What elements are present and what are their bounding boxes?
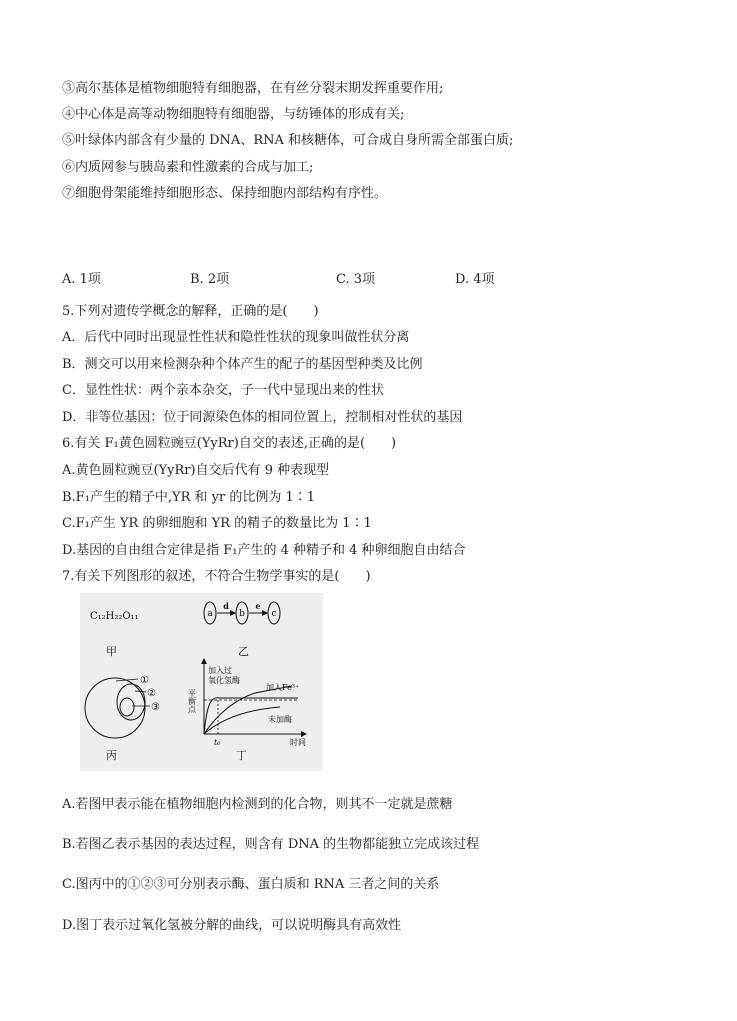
q7-option-c: C.图丙中的①②③可分别表示酶、蛋白质和 RNA 三者之间的关系 [62, 877, 440, 892]
formula-text: C₁₂H₂₂O₁₁ [90, 611, 139, 622]
q6-stem: 6.有关 F₁黄色圆粒豌豆(YyRr)自交的表述,正确的是( ) [62, 436, 397, 451]
q7-figure [80, 593, 323, 771]
q7-option-b: B.若图乙表示基因的表达过程，则含有 DNA 的生物都能独立完成该过程 [62, 837, 480, 852]
q7-option-d: D.图丁表示过氧化氢被分解的曲线，可以说明酶具有高效性 [62, 918, 402, 933]
q4-option-a: A. 1项 [62, 272, 101, 287]
circle-outer [85, 678, 145, 738]
statement-4: ④中心体是高等动物细胞特有细胞器，与纺锤体的形成有关; [62, 107, 405, 122]
curve-none-label: 未加酶 [268, 715, 292, 724]
curve-fe [204, 686, 292, 734]
curve-fe-label: 加入Fe³⁺ [266, 683, 300, 692]
statement-7: ⑦细胞骨架能维持细胞形态、保持细胞内部结构有序性。 [62, 186, 388, 201]
q6-option-d: D.基因的自由组合定律是指 F₁产生的 4 种精子和 4 种卵细胞自由结合 [62, 543, 466, 558]
flow-node-a-text: a [207, 609, 213, 619]
mark-2: ② [147, 688, 156, 699]
q7-stem: 7.有关下列图形的叙述，不符合生物学事实的是( ) [62, 569, 371, 584]
q5-option-b: B．测交可以用来检测杂种个体产生的配子的基因型种类及比例 [62, 357, 423, 372]
q5-option-c: C．显性性状：两个亲本杂交，子一代中显现出来的性状 [62, 383, 384, 398]
q6-option-b: B.F₁产生的精子中,YR 和 yr 的比例为 1∶1 [62, 490, 316, 505]
graph-x-label: 时间 [290, 738, 306, 747]
q4-option-b: B. 2项 [190, 272, 230, 287]
curve-peroxidase-label-1: 加入过 [208, 666, 232, 675]
q4-option-d: D. 4项 [455, 272, 495, 287]
q7-figure-svg [80, 593, 323, 771]
flow-arrow-d-text: d [223, 601, 229, 611]
label-jia: 甲 [106, 645, 117, 658]
label-yi: 乙 [238, 645, 249, 658]
graph-t0-label: t₀ [214, 738, 221, 747]
curve-peroxidase-label-2: 氧化氢酶 [208, 676, 240, 685]
statement-6: ⑥内质网参与胰岛素和性激素的合成与加工; [62, 160, 314, 175]
leader-2 [135, 691, 146, 692]
q6-option-c: C.F₁产生 YR 的卵细胞和 YR 的精子的数量比为 1∶1 [62, 516, 372, 531]
q5-stem: 5.下列对遗传学概念的解释，正确的是( ) [62, 304, 319, 319]
q4-option-c: C. 3项 [336, 272, 376, 287]
q7-option-a: A.若图甲表示能在植物细胞内检测到的化合物，则其不一定就是蔗糖 [62, 797, 453, 812]
q5-option-a: A．后代中同时出现显性性状和隐性性状的现象叫做性状分离 [62, 330, 410, 345]
flow-node-c-text: c [271, 609, 277, 619]
statement-5: ⑤叶绿体内部含有少量的 DNA、RNA 和核糖体，可合成自身所需全部蛋白质; [62, 133, 514, 148]
statement-3: ③高尔基体是植物细胞特有细胞器，在有丝分裂末期发挥重要作用; [62, 81, 444, 96]
q5-option-d: D．非等位基因：位于同源染色体的相同位置上，控制相对性状的基因 [62, 410, 463, 425]
mark-1: ① [140, 675, 149, 686]
graph-y-label: 平衡点 [187, 689, 197, 713]
q6-option-a: A.黄色圆粒豌豆(YyRr)自交后代有 9 种表现型 [62, 463, 330, 478]
circle-inner [120, 698, 134, 716]
flow-arrow-e-text: e [255, 601, 261, 611]
label-ding: 丁 [236, 749, 247, 762]
flow-node-b-text: b [239, 609, 245, 619]
mark-3: ③ [151, 702, 160, 713]
label-bing: 丙 [106, 749, 117, 762]
